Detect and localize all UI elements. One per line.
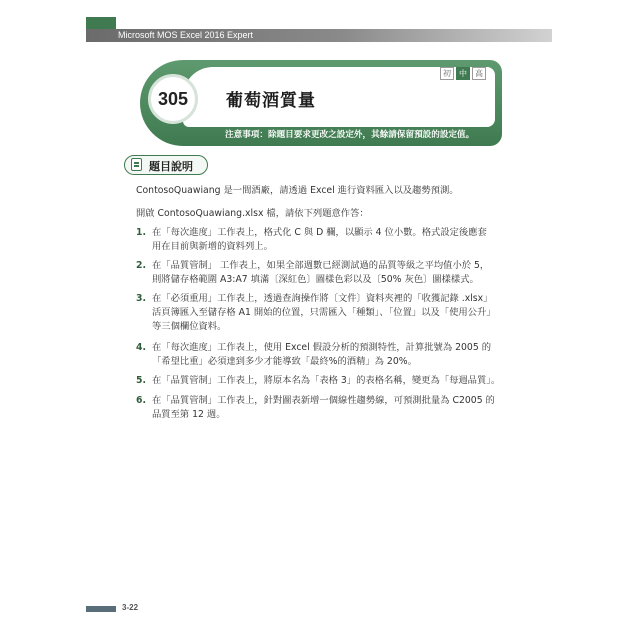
footer-accent-bar bbox=[86, 606, 116, 612]
item-number: 6. bbox=[136, 395, 147, 406]
level-intermediate: 中 bbox=[456, 67, 470, 80]
item-text: 在「每次進度」工作表上，格式化 C 與 D 欄，以顯示 4 位小數。格式設定後應套 用在目前與新增的資料列上。 bbox=[152, 227, 487, 252]
page-number: 3-22 bbox=[122, 603, 139, 612]
header-accent-block bbox=[86, 17, 116, 29]
item-text: 在「必須重用」工作表上，透過查詢操作將〔文件〕資料夾裡的「收獲記錄 .xlsx」 活頁簿匯入至儲存格 A1 開始的位置，只需匯入「種類」、「位置」以及「使用公升」 等三個欄位資料。 bbox=[152, 293, 496, 332]
item-number: 3. bbox=[136, 293, 147, 304]
item-number: 2. bbox=[136, 260, 147, 271]
exercise-number-badge: 305 bbox=[148, 74, 198, 124]
notice-text: 注意事項：除題目要求更改之設定外，其餘請保留預設的設定值。 bbox=[225, 130, 475, 140]
item-number: 4. bbox=[136, 342, 147, 353]
intro-instruction: 開啟 ContosoQuawiang.xlsx 檔，請依下列題意作答： bbox=[136, 208, 369, 219]
item-text: 在「品質管制」 工作表上，如果全部週數已經測試過的品質等級之平均值小於 5， 則將儲存格範圍 A3:A7 填滿〔深紅色〕圖樣色彩以及〔50% 灰色〕圖樣樣式。 bbox=[152, 260, 490, 285]
book-title: Microsoft MOS Excel 2016 Expert bbox=[118, 30, 254, 40]
item-number: 1. bbox=[136, 227, 147, 238]
document-icon bbox=[131, 158, 142, 171]
exercise-title: 葡萄酒質量 bbox=[226, 91, 316, 111]
difficulty-levels bbox=[440, 67, 486, 80]
item-text: 在「品質管制」工作表上，針對圖表新增一個線性趨勢線，可預測批量為 C2005 的 品質至第 12 週。 bbox=[152, 395, 495, 420]
level-beginner: 初 bbox=[440, 67, 454, 80]
item-number: 5. bbox=[136, 375, 147, 386]
item-text: 在「每次進度」工作表上，使用 Excel 假設分析的預測特性，計算批號為 2005 的 「希望比重」必須達到多少才能導致「最終%的酒精」為 20%。 bbox=[152, 342, 492, 367]
running-header bbox=[86, 29, 552, 42]
level-advanced: 高 bbox=[472, 67, 486, 80]
intro-paragraph: ContosoQuawiang 是一間酒廠，請透過 Excel 進行資料匯入以及趨勢預測。 bbox=[136, 185, 459, 196]
item-text: 在「品質管制」工作表上，將原本名為「表格 3」的表格名稱，變更為「每週品質」。 bbox=[152, 375, 501, 386]
section-title: 題目說明 bbox=[149, 160, 193, 173]
